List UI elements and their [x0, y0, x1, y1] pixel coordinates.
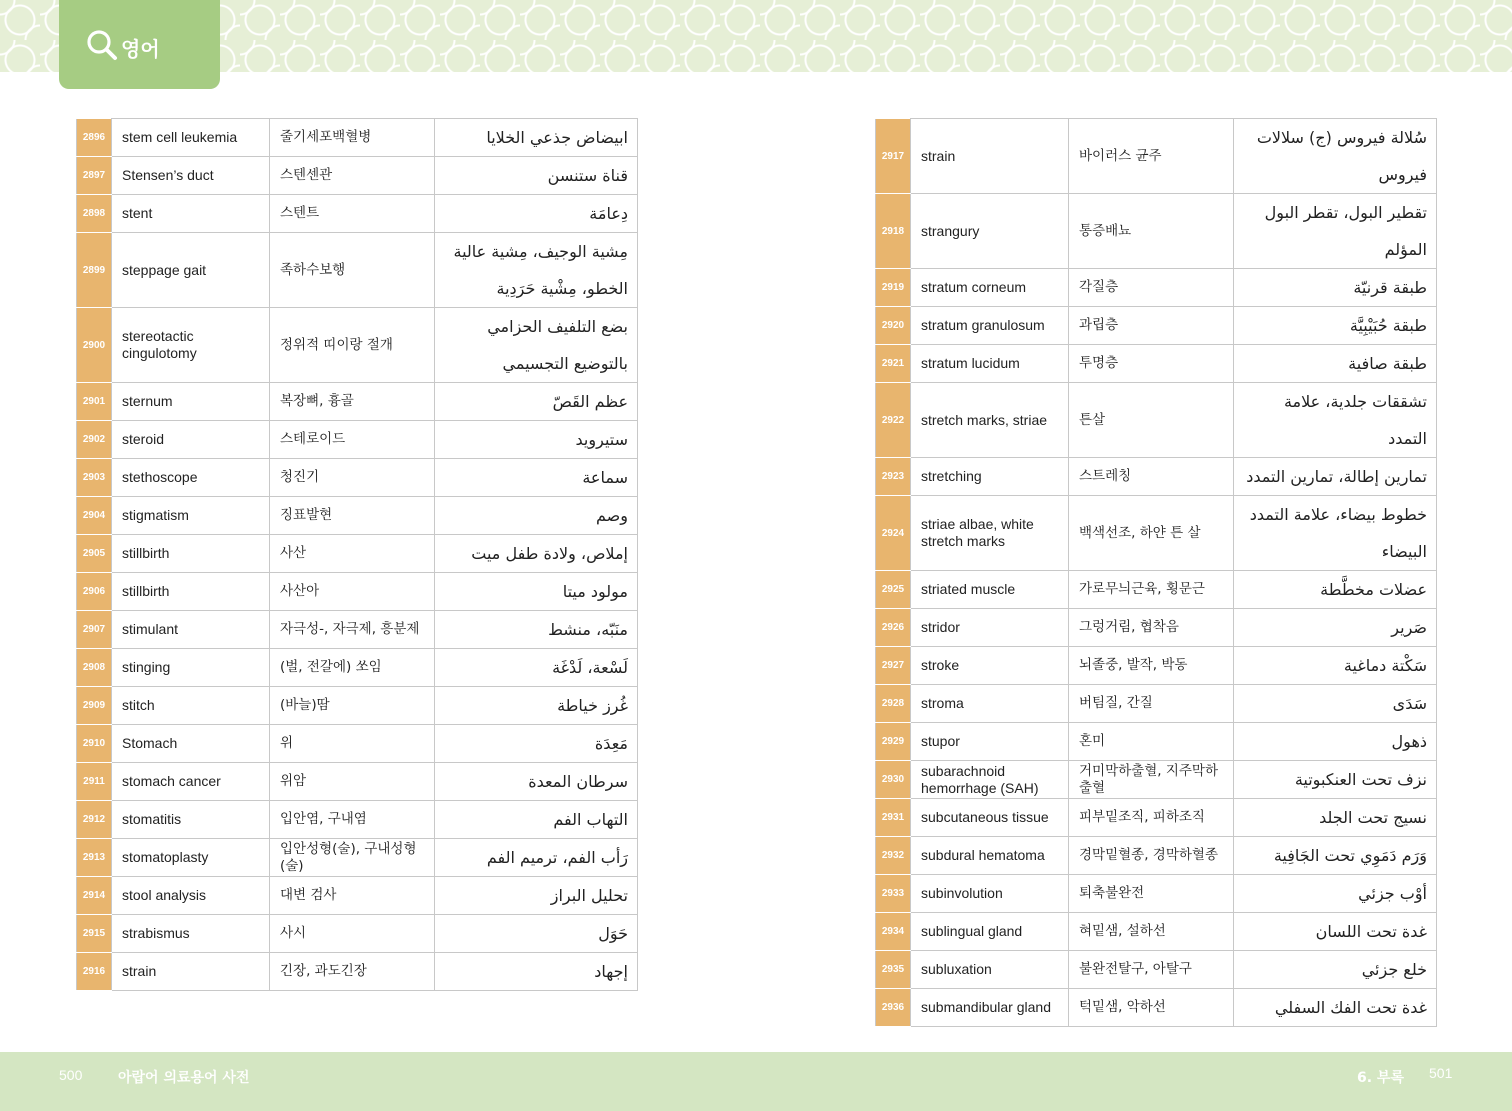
table-row — [876, 723, 1437, 761]
arabic-term: طبقة صافية — [1234, 345, 1437, 383]
korean-term: 복장뼈, 흉골 — [270, 383, 435, 421]
entry-number: 2909 — [77, 687, 112, 725]
korean-term: 버팀질, 간질 — [1069, 685, 1234, 723]
arabic-term: سُلالة فيروس (ج) سلالات فيروس — [1234, 119, 1437, 194]
arabic-term: سَكْتة دماغية — [1234, 647, 1437, 685]
arabic-term: طبقة قرنيّة — [1234, 269, 1437, 307]
table-row — [876, 685, 1437, 723]
entry-number: 2918 — [876, 194, 911, 269]
table-row — [77, 119, 638, 157]
table-row — [77, 915, 638, 953]
table-row — [876, 345, 1437, 383]
arabic-term: خلع جزئي — [1234, 951, 1437, 989]
entry-number: 2910 — [77, 725, 112, 763]
entry-number: 2906 — [77, 573, 112, 611]
entry-number: 2923 — [876, 458, 911, 496]
arabic-term: غُرز خياطة — [435, 687, 638, 725]
korean-term: 징표발현 — [270, 497, 435, 535]
arabic-term: لَسْعة، لَدْغَة — [435, 649, 638, 687]
table-row — [876, 913, 1437, 951]
korean-term: 혼미 — [1069, 723, 1234, 761]
arabic-term: رَأب الفم، ترميم الفم — [435, 839, 638, 877]
arabic-term: دِعامَة — [435, 195, 638, 233]
dictionary-table-left — [76, 118, 638, 991]
korean-term: 각질층 — [1069, 269, 1234, 307]
korean-term: 긴장, 과도긴장 — [270, 953, 435, 991]
english-term: stomatoplasty — [112, 839, 270, 877]
arabic-term: سماعة — [435, 459, 638, 497]
english-term: subinvolution — [911, 875, 1069, 913]
entry-number: 2927 — [876, 647, 911, 685]
korean-term: 청진기 — [270, 459, 435, 497]
english-term: stillbirth — [112, 535, 270, 573]
english-term: stem cell leukemia — [112, 119, 270, 157]
header-pattern — [0, 0, 1512, 72]
entry-number: 2905 — [77, 535, 112, 573]
entry-number: 2912 — [77, 801, 112, 839]
search-icon — [85, 28, 119, 62]
english-term: strangury — [911, 194, 1069, 269]
table-row — [876, 647, 1437, 685]
korean-term: 사산아 — [270, 573, 435, 611]
korean-term: 통증배뇨 — [1069, 194, 1234, 269]
english-term: subdural hematoma — [911, 837, 1069, 875]
book-title: 아랍어 의료용어 사전 — [118, 1070, 250, 1086]
korean-term: 과립층 — [1069, 307, 1234, 345]
arabic-term: مِشية الوجيف، مِشية عالية الخطو، مِشْية حَرَدِية — [435, 233, 638, 308]
english-term: stigmatism — [112, 497, 270, 535]
table-row — [876, 458, 1437, 496]
arabic-term: سرطان المعدة — [435, 763, 638, 801]
entry-number: 2911 — [77, 763, 112, 801]
entry-number: 2922 — [876, 383, 911, 458]
korean-term: 그렁거림, 협착음 — [1069, 609, 1234, 647]
entry-number: 2924 — [876, 496, 911, 571]
arabic-term: حَوَل — [435, 915, 638, 953]
english-term: stratum corneum — [911, 269, 1069, 307]
table-row — [77, 687, 638, 725]
entry-number: 2926 — [876, 609, 911, 647]
arabic-term: نزف تحت العنكبوتية — [1234, 761, 1437, 799]
entry-number: 2913 — [77, 839, 112, 877]
entry-number: 2900 — [77, 308, 112, 383]
english-term: stroke — [911, 647, 1069, 685]
english-term: sternum — [112, 383, 270, 421]
english-term: stitch — [112, 687, 270, 725]
entry-number: 2915 — [77, 915, 112, 953]
korean-term: 턱밑샘, 악하선 — [1069, 989, 1234, 1027]
english-term: stillbirth — [112, 573, 270, 611]
english-term: strabismus — [112, 915, 270, 953]
english-term: stinging — [112, 649, 270, 687]
english-term: stroma — [911, 685, 1069, 723]
arabic-term: أوْب جزئي — [1234, 875, 1437, 913]
entry-number: 2897 — [77, 157, 112, 195]
english-term: subluxation — [911, 951, 1069, 989]
entry-number: 2908 — [77, 649, 112, 687]
english-term: stereotactic cingulotomy — [112, 308, 270, 383]
table-row — [77, 157, 638, 195]
arabic-term: سَدَى — [1234, 685, 1437, 723]
entry-number: 2904 — [77, 497, 112, 535]
korean-term: 위 — [270, 725, 435, 763]
table-row — [876, 799, 1437, 837]
arabic-term: بضع التلفيف الحزامي بالتوضيع التجسيمي — [435, 308, 638, 383]
korean-term: 스테로이드 — [270, 421, 435, 459]
english-term: Stomach — [112, 725, 270, 763]
entry-number: 2921 — [876, 345, 911, 383]
table-row — [876, 837, 1437, 875]
table-row — [77, 308, 638, 383]
table-row — [77, 195, 638, 233]
language-tab-label: 영어 — [121, 37, 160, 61]
korean-term: 거미막하출혈, 지주막하출혈 — [1069, 761, 1234, 799]
arabic-term: تقطير البول، تقطر البول المؤلم — [1234, 194, 1437, 269]
korean-term: 대변 검사 — [270, 877, 435, 915]
english-term: subcutaneous tissue — [911, 799, 1069, 837]
entry-number: 2919 — [876, 269, 911, 307]
arabic-term: إملاص، ولادة طفل ميت — [435, 535, 638, 573]
entry-number: 2898 — [77, 195, 112, 233]
table-row — [876, 609, 1437, 647]
english-term: stomatitis — [112, 801, 270, 839]
arabic-term: منَبّه، منشط — [435, 611, 638, 649]
arabic-term: ستيرويد — [435, 421, 638, 459]
english-term: steroid — [112, 421, 270, 459]
arabic-term: مَعِدَة — [435, 725, 638, 763]
arabic-term: تمارين إطالة، تمارين التمدد — [1234, 458, 1437, 496]
english-term: stratum lucidum — [911, 345, 1069, 383]
korean-term: 족하수보행 — [270, 233, 435, 308]
entry-number: 2916 — [77, 953, 112, 991]
arabic-term: تشققات جلدية، علامة التمدد — [1234, 383, 1437, 458]
english-term: stridor — [911, 609, 1069, 647]
korean-term: 뇌졸중, 발작, 박동 — [1069, 647, 1234, 685]
arabic-term: تحليل البراز — [435, 877, 638, 915]
korean-term: 사산 — [270, 535, 435, 573]
korean-term: 위암 — [270, 763, 435, 801]
table-row — [77, 611, 638, 649]
arabic-term: مولود ميتا — [435, 573, 638, 611]
english-term: Stensen’s duct — [112, 157, 270, 195]
english-term: steppage gait — [112, 233, 270, 308]
entry-number: 2896 — [77, 119, 112, 157]
table-row — [77, 497, 638, 535]
table-row — [77, 839, 638, 877]
arabic-term: نسيج تحت الجلد — [1234, 799, 1437, 837]
table-row — [77, 953, 638, 991]
korean-term: 바이러스 균주 — [1069, 119, 1234, 194]
table-row — [876, 571, 1437, 609]
entry-number: 2928 — [876, 685, 911, 723]
table-row — [77, 877, 638, 915]
entry-number: 2901 — [77, 383, 112, 421]
entry-number: 2931 — [876, 799, 911, 837]
table-row — [77, 801, 638, 839]
korean-term: 투명층 — [1069, 345, 1234, 383]
table-row — [876, 875, 1437, 913]
korean-term: 퇴축불완전 — [1069, 875, 1234, 913]
korean-term: 튼살 — [1069, 383, 1234, 458]
english-term: stethoscope — [112, 459, 270, 497]
language-tab[interactable] — [59, 0, 220, 89]
english-term: subarachnoid hemorrhage (SAH) — [911, 761, 1069, 799]
left-page-number: 500 — [59, 1067, 83, 1083]
table-row — [77, 573, 638, 611]
english-term: stool analysis — [112, 877, 270, 915]
arabic-term: صَرير — [1234, 609, 1437, 647]
arabic-term: خطوط بيضاء، علامة التمدد البيضاء — [1234, 496, 1437, 571]
table-row — [876, 989, 1437, 1027]
arabic-term: طبقة حُبَيْبِيَّة — [1234, 307, 1437, 345]
english-term: stretching — [911, 458, 1069, 496]
table-row — [876, 194, 1437, 269]
arabic-term: ابيضاض جذعي الخلايا — [435, 119, 638, 157]
english-term: strain — [112, 953, 270, 991]
korean-term: 자극성-, 자극제, 흥분제 — [270, 611, 435, 649]
right-page-number: 501 — [1429, 1065, 1453, 1081]
english-term: sublingual gland — [911, 913, 1069, 951]
arabic-term: غدة تحت اللسان — [1234, 913, 1437, 951]
english-term: stupor — [911, 723, 1069, 761]
page-footer — [0, 1052, 1512, 1111]
entry-number: 2914 — [77, 877, 112, 915]
table-row — [77, 649, 638, 687]
table-row — [876, 307, 1437, 345]
arabic-term: عضلات مخطَّطة — [1234, 571, 1437, 609]
table-row — [77, 763, 638, 801]
arabic-term: غدة تحت الفك السفلي — [1234, 989, 1437, 1027]
entry-number: 2929 — [876, 723, 911, 761]
entry-number: 2903 — [77, 459, 112, 497]
entry-number: 2907 — [77, 611, 112, 649]
table-row — [77, 459, 638, 497]
english-term: striae albae, white stretch marks — [911, 496, 1069, 571]
arabic-term: إجهاد — [435, 953, 638, 991]
entry-number: 2932 — [876, 837, 911, 875]
korean-term: 사시 — [270, 915, 435, 953]
table-row — [77, 383, 638, 421]
korean-term: (벌, 전갈에) 쏘임 — [270, 649, 435, 687]
korean-term: 스텐센관 — [270, 157, 435, 195]
korean-term: 스텐트 — [270, 195, 435, 233]
korean-term: 가로무늬근육, 횡문근 — [1069, 571, 1234, 609]
english-term: stomach cancer — [112, 763, 270, 801]
section-title: 6. 부록 — [1357, 1070, 1404, 1086]
entry-number: 2936 — [876, 989, 911, 1027]
korean-term: (바늘)땀 — [270, 687, 435, 725]
table-row — [876, 269, 1437, 307]
table-row — [876, 383, 1437, 458]
table-row — [77, 421, 638, 459]
english-term: submandibular gland — [911, 989, 1069, 1027]
arabic-term: وصم — [435, 497, 638, 535]
korean-term: 입안염, 구내염 — [270, 801, 435, 839]
english-term: stimulant — [112, 611, 270, 649]
arabic-term: التهاب الفم — [435, 801, 638, 839]
entry-number: 2930 — [876, 761, 911, 799]
table-row — [876, 761, 1437, 799]
arabic-term: قناة ستنسن — [435, 157, 638, 195]
table-row — [876, 119, 1437, 194]
korean-term: 입안성형(술), 구내성형(술) — [270, 839, 435, 877]
table-row — [876, 951, 1437, 989]
entry-number: 2917 — [876, 119, 911, 194]
korean-term: 스트레칭 — [1069, 458, 1234, 496]
korean-term: 피부밑조직, 피하조직 — [1069, 799, 1234, 837]
english-term: stretch marks, striae — [911, 383, 1069, 458]
entry-number: 2925 — [876, 571, 911, 609]
arabic-term: عظم القَصّ — [435, 383, 638, 421]
english-term: stratum granulosum — [911, 307, 1069, 345]
table-row — [876, 496, 1437, 571]
entry-number: 2935 — [876, 951, 911, 989]
entry-number: 2933 — [876, 875, 911, 913]
korean-term: 혀밑샘, 설하선 — [1069, 913, 1234, 951]
korean-term: 경막밑혈종, 경막하혈종 — [1069, 837, 1234, 875]
table-row — [77, 233, 638, 308]
korean-term: 정위적 띠이랑 절개 — [270, 308, 435, 383]
entry-number: 2899 — [77, 233, 112, 308]
entry-number: 2902 — [77, 421, 112, 459]
english-term: striated muscle — [911, 571, 1069, 609]
table-row — [77, 725, 638, 763]
table-row — [77, 535, 638, 573]
korean-term: 불완전탈구, 아탈구 — [1069, 951, 1234, 989]
dictionary-table-right — [875, 118, 1437, 1027]
english-term: strain — [911, 119, 1069, 194]
arabic-term: وَرَم دَمَوِي تحت الجَافِية — [1234, 837, 1437, 875]
arabic-term: ذهول — [1234, 723, 1437, 761]
korean-term: 백색선조, 하얀 튼 살 — [1069, 496, 1234, 571]
entry-number: 2934 — [876, 913, 911, 951]
english-term: stent — [112, 195, 270, 233]
entry-number: 2920 — [876, 307, 911, 345]
korean-term: 줄기세포백혈병 — [270, 119, 435, 157]
